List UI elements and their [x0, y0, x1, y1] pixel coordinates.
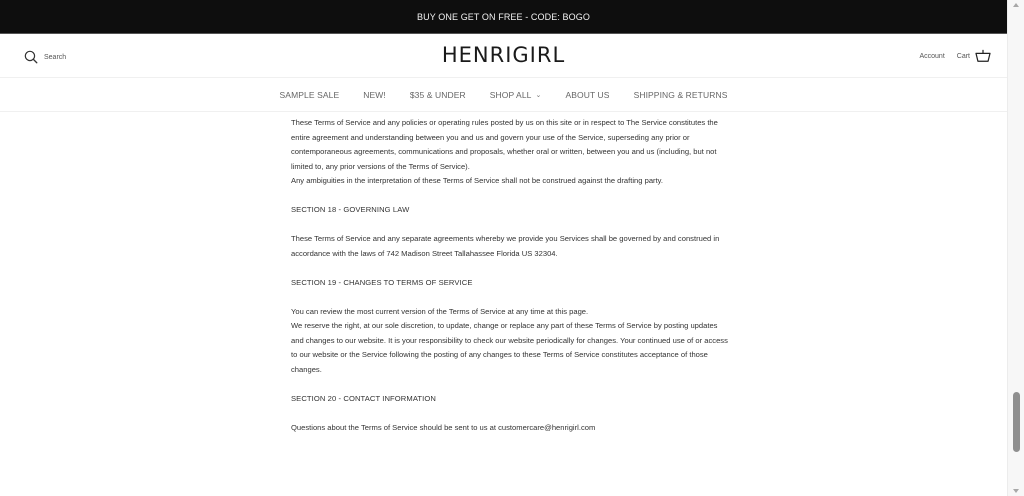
- nav-item-sample-sale[interactable]: [280, 90, 340, 100]
- nav-label: SAMPLE SALE: [279, 90, 340, 100]
- chevron-down-icon: ⌄: [535, 92, 542, 99]
- main-nav: [0, 79, 1007, 112]
- section19-paragraph: You can review the most current version of the Terms of Service at any time at this page.: [291, 306, 589, 316]
- nav-list: [280, 90, 728, 100]
- cart-button[interactable]: [957, 49, 991, 63]
- nav-label: SHIPPING & RETURNS: [633, 90, 728, 100]
- announcement-bar: [0, 0, 1007, 34]
- nav-label: ABOUT US: [565, 90, 610, 100]
- section-heading-18: SECTION 18 - GOVERNING LAW: [291, 205, 410, 214]
- scroll-down-arrow-icon[interactable]: [1013, 489, 1019, 493]
- scroll-up-arrow-icon[interactable]: [1013, 3, 1019, 7]
- terms-content: [291, 116, 731, 435]
- search-label: Search: [44, 53, 67, 61]
- section17-paragraph: Any ambiguities in the interpretation of these Terms of Service shall not be construed against the drafting party.: [291, 176, 664, 185]
- logo-text: HENRIGIRL: [441, 43, 566, 67]
- vertical-scrollbar[interactable]: [1007, 0, 1024, 496]
- section-heading-19: SECTION 19 - CHANGES TO TERMS OF SERVICE: [291, 277, 473, 287]
- section19-paragraph: We reserve the right, at our sole discretion, to update, change or replace any part of these Terms of Service by posting updates and changes to our website. It is your responsibility to check our website periodically for changes. Your continued use of or access to our website or the Service following the posting of any changes to these Terms of Service constitutes acceptance of those changes.: [291, 321, 728, 374]
- site-logo[interactable]: [0, 43, 1007, 67]
- nav-item-new[interactable]: [363, 90, 386, 100]
- scrollbar-thumb[interactable]: [1013, 392, 1020, 452]
- section18-paragraph: These Terms of Service and any separate agreements whereby we provide you Services shall be governed by and construed in accordance with the laws of 742 Madison Street Tallahassee Florida US 32304.: [291, 234, 720, 258]
- header-actions: [919, 49, 991, 63]
- account-link[interactable]: Account: [919, 52, 945, 60]
- nav-item-35-under[interactable]: [410, 90, 466, 100]
- announcement-text: BUY ONE GET ON FREE - CODE: BOGO: [417, 11, 590, 22]
- nav-label: SHOP ALL: [489, 90, 532, 100]
- nav-label: NEW!: [363, 90, 386, 100]
- cart-label: Cart: [956, 52, 970, 60]
- nav-item-about-us[interactable]: [565, 90, 609, 100]
- nav-item-shipping-returns[interactable]: [634, 90, 728, 100]
- nav-item-shop-all[interactable]: [490, 90, 542, 100]
- section20-paragraph: Questions about the Terms of Service should be sent to us at customercare@henrigirl.com: [291, 422, 596, 432]
- basket-icon: [975, 49, 991, 63]
- site-header: [0, 34, 1007, 78]
- nav-label: $35 & UNDER: [409, 90, 466, 100]
- section-heading-20: SECTION 20 - CONTACT INFORMATION: [291, 393, 436, 403]
- section17-paragraph: These Terms of Service and any policies or operating rules posted by us on this site or in respect to The Service constitutes the entire agreement and understanding between you and us and govern your use of the Service, superseding any prior or contemporaneous agreements, communications and proposals, whether oral or written, between you and us (including, but not limited to, any prior versions of the Terms of Service).: [291, 118, 718, 171]
